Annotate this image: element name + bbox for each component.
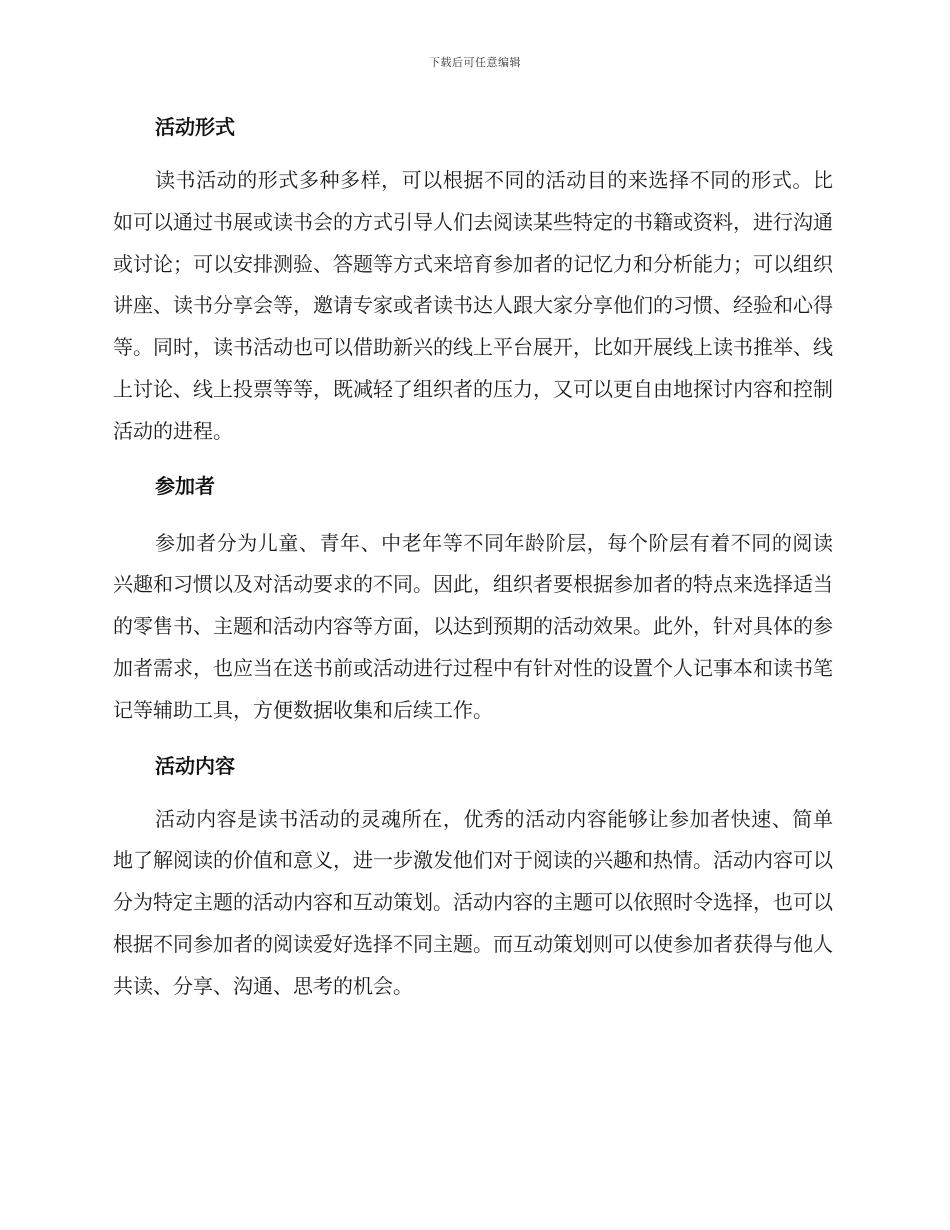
section-heading-activity-content: 活动内容 [155,753,235,778]
header-note: 下载后可任意编辑 [429,56,521,69]
section-paragraph-activity-format: 读书活动的形式多种多样，可以根据不同的活动目的来选择不同的形式。比如可以通过书展或读书会的方式引导人们去阅读某些特定的书籍或资料，进行沟通或讨论；可以安排测验、答题等方式来培育参加者的记忆力和分析能力；可以组织讲座、读书分享会等，邀请专家或者读书达人跟大家分享他们的习惯、经验和心得等。同时，读书活动也可以借助新兴的线上平台展开，比如开展线上读书推举、线上讨论、线上投票等等，既减轻了组织者的压力，又可以更自由地探讨内容和控制活动的进程。 [113,168,833,443]
document-body [113,110,833,1008]
section-heading-participants: 参加者 [155,473,215,498]
section-heading-activity-format: 活动形式 [155,115,235,139]
section-paragraph-activity-content: 活动内容是读书活动的灵魂所在，优秀的活动内容能够让参加者快速、简单地了解阅读的价值和意义，进一步激发他们对于阅读的兴趣和热情。活动内容可以分为特定主题的活动内容和互动策划。活动内容的主题可以依照时令选择，也可以根据不同参加者的阅读爱好选择不同主题。而互动策划则可以使参加者获得与他人共读、分享、沟通、思考的机会。 [113,806,833,998]
section-paragraph-participants: 参加者分为儿童、青年、中老年等不同年龄阶层，每个阶层有着不同的阅读兴趣和习惯以及对活动要求的不同。因此，组织者要根据参加者的特点来选择适当的零售书、主题和活动内容等方面，以达到预期的活动效果。此外，针对具体的参加者需求，也应当在送书前或活动进行过程中有针对性的设置个人记事本和读书笔记等辅助工具，方便数据收集和后续工作。 [113,530,833,722]
